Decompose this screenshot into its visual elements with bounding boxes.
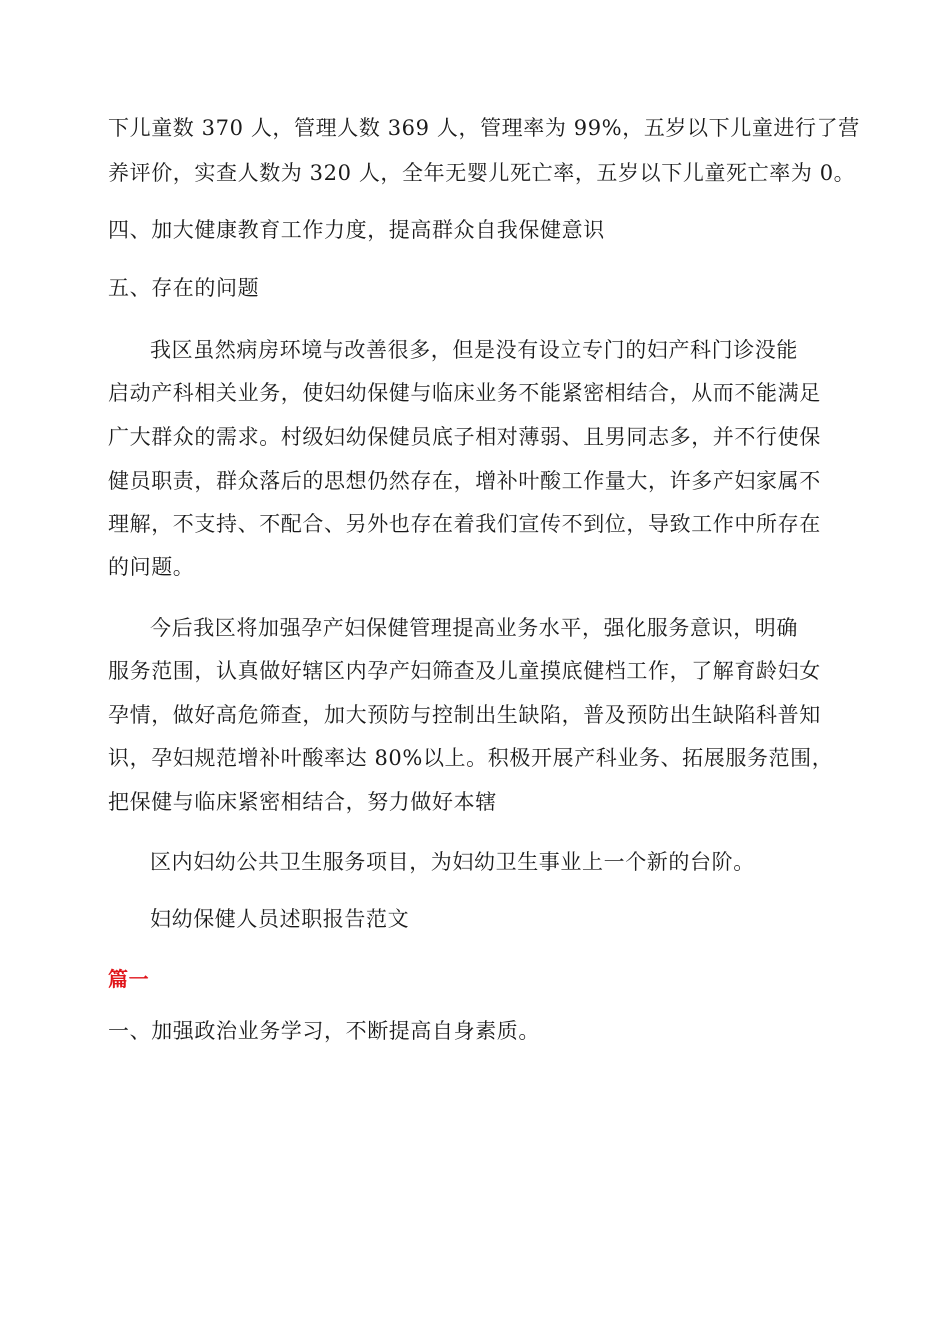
- section-heading-four: 四、加大健康教育工作力度，提高群众自我保健意识: [108, 218, 605, 242]
- paragraph-line: 区内妇幼公共卫生服务项目，为妇幼卫生事业上一个新的台阶。: [150, 850, 755, 874]
- paragraph-line: 广大群众的需求。村级妇幼保健员底子相对薄弱、且男同志多，并不行使保: [108, 425, 821, 449]
- article-heading: 篇一: [108, 967, 150, 991]
- paragraph-line: 下儿童数 370 人，管理人数 369 人，管理率为 99%，五岁以下儿童进行了营: [108, 116, 860, 140]
- paragraph-line: 养评价，实查人数为 320 人，全年无婴儿死亡率，五岁以下儿童死亡率为 0。: [108, 161, 856, 185]
- paragraph-line: 的问题。: [108, 555, 195, 579]
- section-heading-five: 五、存在的问题: [108, 276, 260, 300]
- paragraph-line: 健员职责，群众落后的思想仍然存在，增补叶酸工作量大，许多产妇家属不: [108, 469, 821, 493]
- paragraph-line: 今后我区将加强孕产妇保健管理提高业务水平，强化服务意识，明确: [150, 616, 798, 640]
- paragraph-line: 孕情，做好高危筛查，加大预防与控制出生缺陷，普及预防出生缺陷科普知: [108, 703, 821, 727]
- paragraph-line: 把保健与临床紧密相结合，努力做好本辖: [108, 790, 497, 814]
- paragraph-line: 识，孕妇规范增补叶酸率达 80%以上。积极开展产科业务、拓展服务范围，: [108, 746, 834, 770]
- document-subtitle: 妇幼保健人员述职报告范文: [150, 907, 410, 931]
- paragraph-line: 服务范围，认真做好辖区内孕产妇筛查及儿童摸底健档工作，了解育龄妇女: [108, 659, 821, 683]
- section-heading-one: 一、加强政治业务学习，不断提高自身素质。: [108, 1019, 540, 1043]
- paragraph-line: 理解，不支持、不配合、另外也存在着我们宣传不到位，导致工作中所存在: [108, 512, 821, 536]
- paragraph-line: 我区虽然病房环境与改善很多，但是没有设立专门的妇产科门诊没能: [150, 338, 798, 362]
- paragraph-line: 启动产科相关业务，使妇幼保健与临床业务不能紧密相结合，从而不能满足: [108, 381, 821, 405]
